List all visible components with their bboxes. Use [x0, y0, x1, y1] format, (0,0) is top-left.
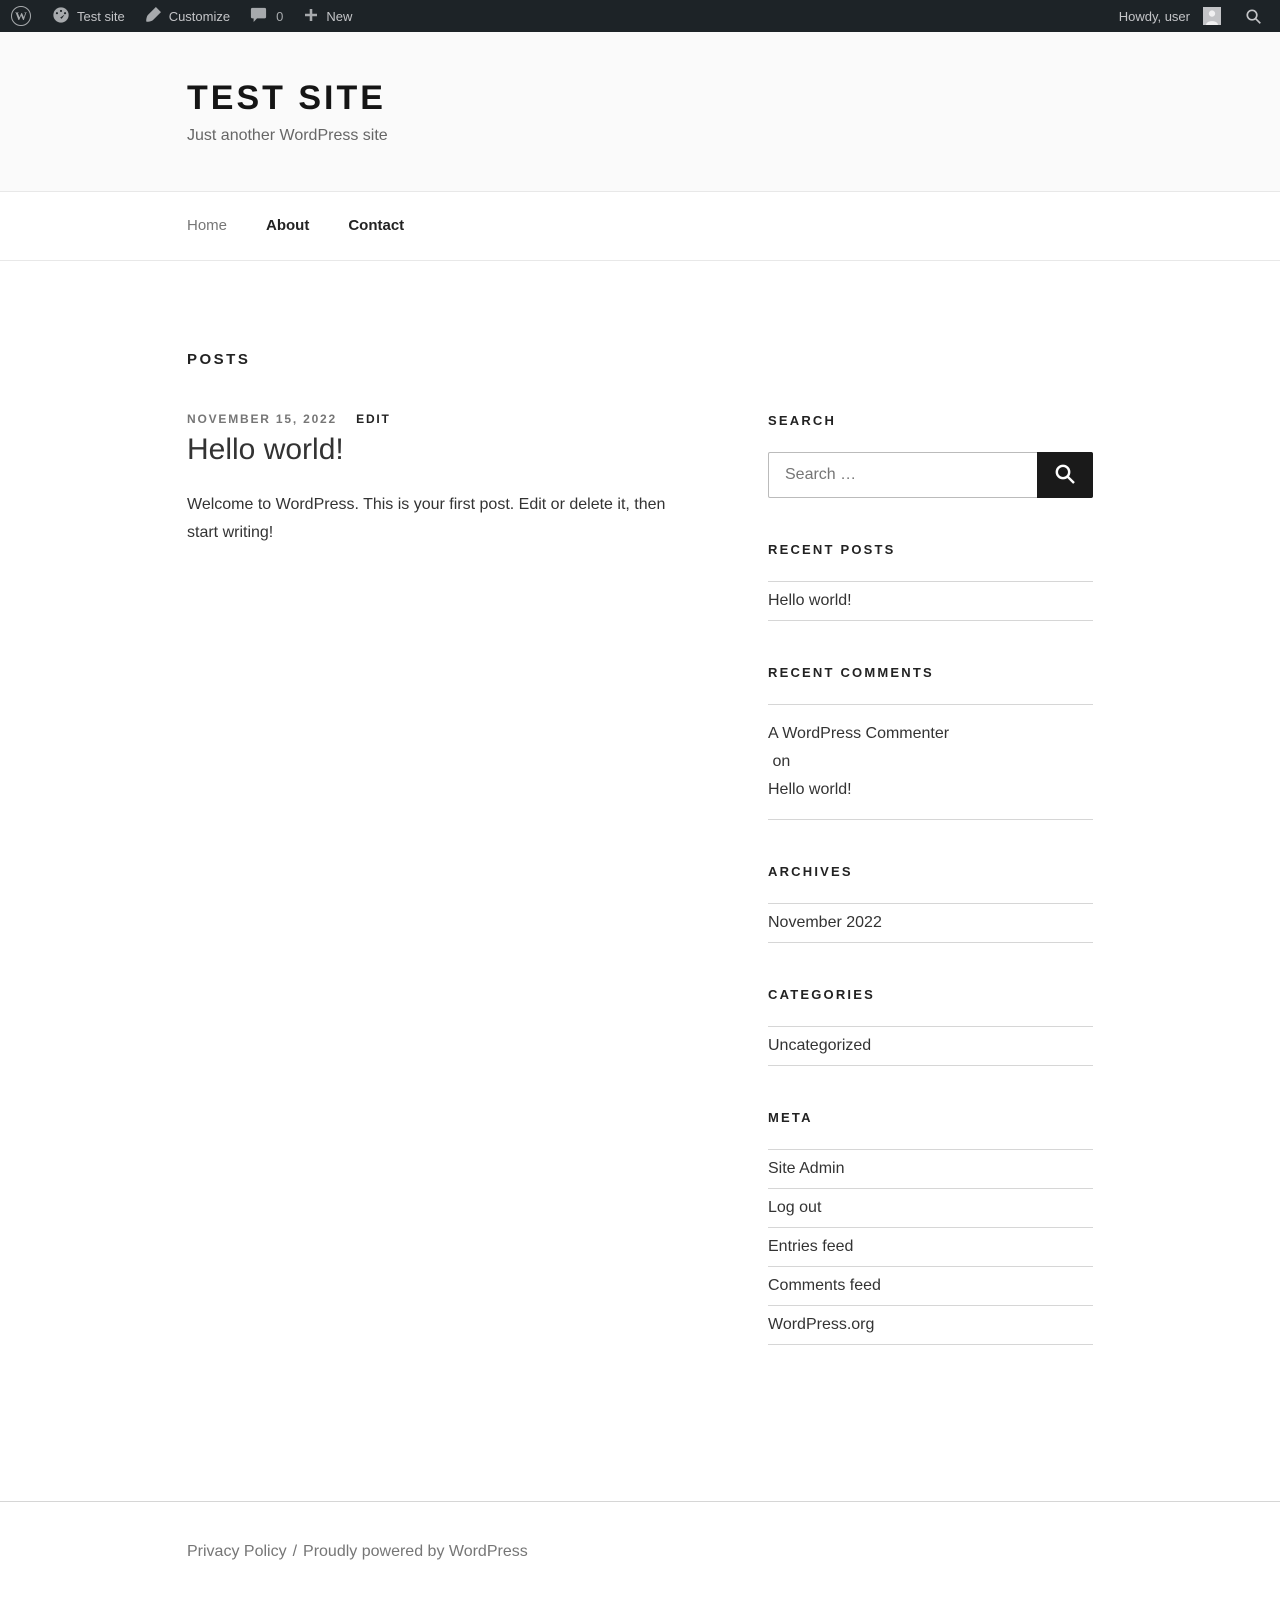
privacy-policy-link[interactable]: Privacy Policy: [187, 1543, 287, 1560]
admin-bar-new[interactable]: [293, 0, 362, 32]
list-item: [768, 1027, 1093, 1066]
sidebar: [768, 351, 1093, 1389]
nav-item-contact[interactable]: Contact: [348, 217, 405, 234]
list-item: [768, 1189, 1093, 1228]
site-title-link[interactable]: TEST SITE: [187, 79, 386, 117]
admin-bar: [0, 0, 1280, 32]
nav-item-home[interactable]: Home: [187, 217, 228, 234]
widget-meta: [768, 1110, 1093, 1345]
archives-list: [768, 903, 1093, 943]
powered-by-link[interactable]: Proudly powered by WordPress: [303, 1543, 528, 1560]
paintbrush-icon: [145, 6, 162, 26]
list-item: [768, 1267, 1093, 1306]
post-article: [187, 412, 692, 546]
recent-posts-title: RECENT POSTS: [768, 542, 896, 557]
nav-item-about[interactable]: About: [266, 217, 310, 234]
meta-list: [768, 1149, 1093, 1345]
widget-categories: [768, 987, 1093, 1066]
recent-post-link[interactable]: Hello world!: [768, 592, 852, 609]
footer-separator: /: [292, 1543, 298, 1560]
wordpress-logo-menu[interactable]: [0, 0, 42, 32]
meta-comments-feed-link[interactable]: Comments feed: [768, 1277, 881, 1294]
posts-column: [187, 351, 692, 1389]
post-title: [187, 433, 692, 467]
widget-search: [768, 413, 1093, 498]
widget-recent-comments: [768, 665, 1093, 820]
recent-comment-entry: [768, 705, 1093, 819]
admin-bar-comment-count: 0: [276, 8, 284, 24]
meta-log-out-link[interactable]: Log out: [768, 1199, 822, 1216]
category-link[interactable]: Uncategorized: [768, 1037, 872, 1054]
comments-bubble-icon: [250, 7, 267, 26]
wordpress-logo-icon: W: [11, 6, 31, 26]
howdy-user-label: Howdy, user: [1118, 8, 1190, 24]
list-item: [768, 1150, 1093, 1189]
widget-recent-posts: [768, 542, 1093, 621]
admin-bar-site-name-label: Test site: [77, 8, 125, 24]
list-item: [768, 705, 1093, 820]
search-widget-title: SEARCH: [768, 413, 837, 428]
list-item: [768, 1306, 1093, 1345]
archive-link[interactable]: November 2022: [768, 914, 882, 931]
page-title: POSTS: [187, 351, 251, 368]
widget-archives: [768, 864, 1093, 943]
site-content: [187, 261, 1093, 1501]
post-edit-link[interactable]: EDIT: [356, 412, 391, 426]
plus-icon: [303, 7, 319, 26]
meta-site-admin-link[interactable]: Site Admin: [768, 1160, 845, 1177]
categories-title: CATEGORIES: [768, 987, 875, 1002]
post-title-link[interactable]: Hello world!: [187, 433, 344, 466]
dashboard-gauge-icon: [52, 6, 70, 27]
post-date-link[interactable]: NOVEMBER 15, 2022: [187, 412, 337, 426]
admin-bar-customize[interactable]: [135, 0, 240, 32]
archives-title: ARCHIVES: [768, 864, 853, 879]
admin-bar-search-icon[interactable]: [1235, 8, 1268, 25]
user-avatar: [1197, 7, 1227, 25]
categories-list: [768, 1026, 1093, 1066]
search-submit-button[interactable]: [1037, 452, 1093, 498]
search-form: [768, 452, 1093, 498]
recent-comments-title: RECENT COMMENTS: [768, 665, 934, 680]
site-title: [187, 79, 1093, 118]
comment-author-link[interactable]: A WordPress Commenter: [768, 725, 950, 742]
site-tagline: Just another WordPress site: [187, 127, 388, 144]
site-footer: [0, 1501, 1280, 1597]
list-item: [768, 582, 1093, 621]
search-button-magnifier-icon: [1053, 462, 1077, 489]
list-item: [768, 904, 1093, 943]
admin-bar-site-name[interactable]: [42, 0, 135, 32]
meta-wordpress-org-link[interactable]: WordPress.org: [768, 1316, 875, 1333]
comment-connector: on: [768, 753, 795, 770]
meta-title: META: [768, 1110, 813, 1125]
admin-bar-comments[interactable]: [240, 0, 293, 32]
admin-bar-my-account[interactable]: [1111, 0, 1235, 32]
comment-post-link[interactable]: Hello world!: [768, 781, 852, 798]
admin-bar-new-label: New: [326, 8, 353, 24]
post-body: Welcome to WordPress. This is your first post. Edit or delete it, then start writing!: [187, 496, 666, 541]
meta-entries-feed-link[interactable]: Entries feed: [768, 1238, 854, 1255]
entry-meta: [187, 412, 692, 426]
admin-bar-customize-label: Customize: [168, 8, 231, 24]
recent-posts-list: [768, 581, 1093, 621]
list-item: [768, 1228, 1093, 1267]
recent-comments-list: [768, 704, 1093, 820]
top-navigation: [0, 192, 1280, 261]
site-header: [0, 32, 1280, 192]
